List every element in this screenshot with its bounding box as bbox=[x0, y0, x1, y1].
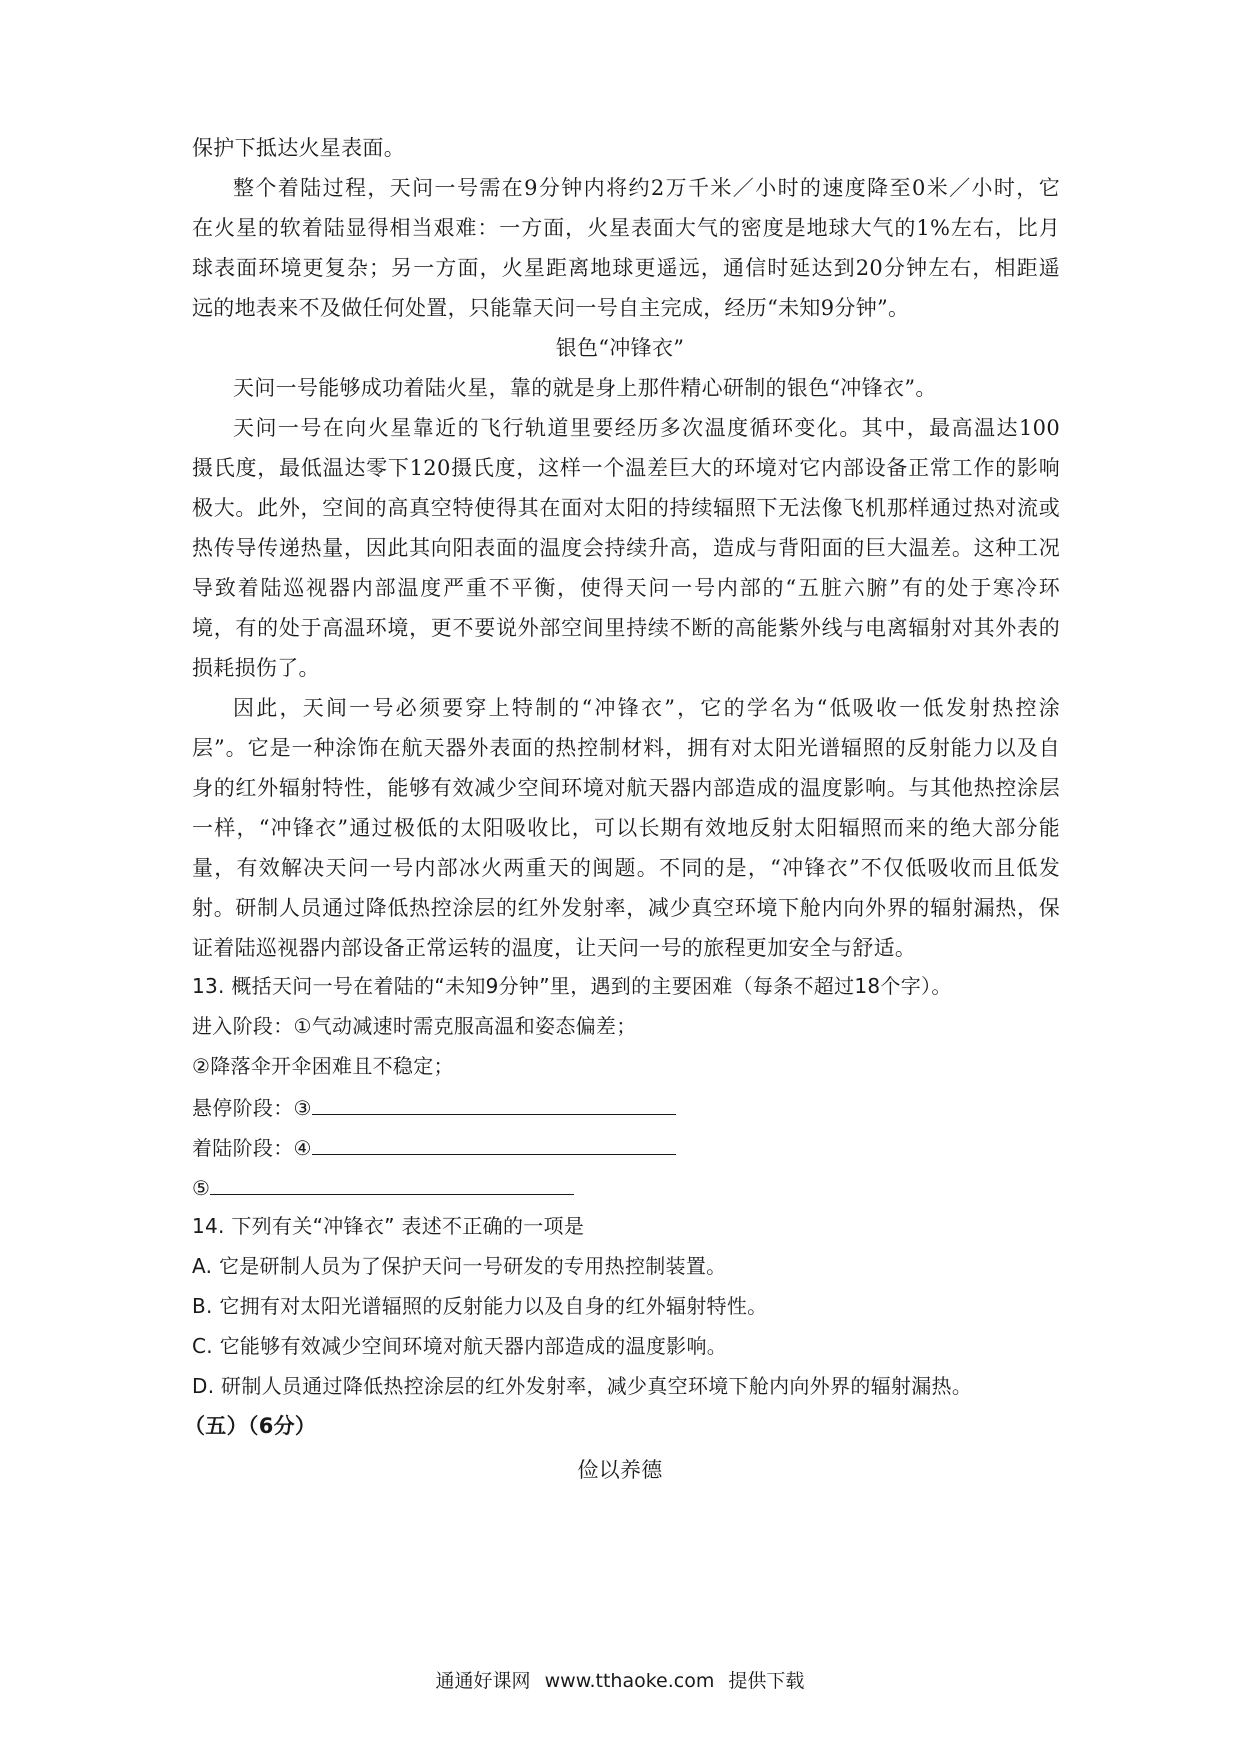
q14-option-d[interactable]: D. 研制人员通过降低热控涂层的红外发射率，减少真空环境下舱内向外界的辐射漏热。 bbox=[192, 1374, 973, 1398]
q14-option-b[interactable]: B. 它拥有对太阳光谱辐照的反射能力以及自身的红外辐射特性。 bbox=[192, 1294, 768, 1318]
paragraph-line: 射。研制人员通过降低热控涂层的红外发射率，减少真空环境下舱内向外界的辐射漏热，保 bbox=[192, 896, 1060, 920]
paragraph-line: 量，有效解决天问一号内部冰火两重天的闽题。不同的是，“冲锋衣”不仅低吸收而且低发 bbox=[192, 856, 1060, 880]
paragraph-line: 身的红外辐射特性，能够有效减少空间环境对航天器内部造成的温度影响。与其他热控涂层 bbox=[192, 776, 1060, 800]
paragraph-line: 热传导传递热量，因此其向阳表面的温度会持续升高，造成与背阳面的巨大温差。这种工况 bbox=[192, 536, 1060, 560]
section-heading: 银色“冲锋衣” bbox=[555, 336, 685, 360]
paragraph-line: 摄氏度，最低温达零下120摄氏度，这样一个温差巨大的环境对它内部设备正常工作的影响 bbox=[192, 456, 1060, 480]
paragraph-line: 一样，“冲锋衣”通过极低的太阳吸收比，可以长期有效地反射太阳辐照而来的绝大部分能 bbox=[192, 816, 1060, 840]
q13-hover-row bbox=[192, 1092, 1060, 1122]
q13-fifth-label: ⑤ bbox=[192, 1176, 211, 1200]
paragraph-line: 整个着陆过程，天问一号需在9分钟内将约2万千米／小时的速度降至0米／小时，它 bbox=[233, 176, 1060, 200]
question-13: 13. 概括天问一号在着陆的“未知9分钟”里，遇到的主要困难（每条不超过18个字）。 bbox=[192, 974, 952, 998]
q14-option-c[interactable]: C. 它能够有效减少空间环境对航天器内部造成的温度影响。 bbox=[192, 1334, 728, 1358]
paragraph-line: 因此，天间一号必须要穿上特制的“冲锋衣”，它的学名为“低吸收一低发射热控涂 bbox=[233, 696, 1060, 720]
answer-blank[interactable] bbox=[210, 1172, 574, 1195]
section-5-label: （五）（6分） bbox=[184, 1414, 317, 1438]
paragraph-line: 导致着陆巡视器内部温度严重不平衡，使得天问一号内部的“五脏六腑”有的处于寒冷环 bbox=[192, 576, 1060, 600]
paragraph-line: 天问一号在向火星靠近的飞行轨道里要经历多次温度循环变化。其中，最高温达100 bbox=[233, 416, 1060, 440]
paragraph-line: 极大。此外，空间的高真空特使得其在面对太阳的持续辐照下无法像飞机那样通过热对流或 bbox=[192, 496, 1060, 520]
page-footer bbox=[0, 1668, 1240, 1694]
footer-site: 通通好课网 bbox=[435, 1670, 531, 1692]
q14-option-a[interactable]: A. 它是研制人员为了保护天问一号研发的专用热控制装置。 bbox=[192, 1254, 727, 1278]
paragraph-line: 远的地表来不及做任何处置，只能靠天问一号自主完成，经历“未知9分钟”。 bbox=[192, 296, 910, 320]
footer-url[interactable]: www.tthaoke.com bbox=[544, 1670, 715, 1692]
question-14: 14. 下列有关“冲锋衣” 表述不正确的一项是 bbox=[192, 1214, 585, 1238]
answer-blank[interactable] bbox=[312, 1092, 676, 1115]
q13-entry-answer: 进入阶段：①气动减速时需克服高温和姿态偏差； bbox=[192, 1014, 637, 1038]
q13-landing-label: 着陆阶段：④ bbox=[192, 1136, 312, 1160]
q13-landing-row bbox=[192, 1132, 1060, 1162]
paragraph-line: 球表面环境更复杂；另一方面，火星距离地球更遥远，通信时延达到20分钟左右，相距遥 bbox=[192, 256, 1060, 280]
q13-hover-label: 悬停阶段：③ bbox=[192, 1096, 312, 1120]
answer-blank[interactable] bbox=[312, 1132, 676, 1155]
paragraph-line: 保护下抵达火星表面。 bbox=[192, 136, 405, 160]
paragraph-line: 境，有的处于高温环境，更不要说外部空间里持续不断的高能紫外线与电离辐射对其外表的 bbox=[192, 616, 1060, 640]
paragraph-line: 在火星的软着陆显得相当艰难：一方面，火星表面大气的密度是地球大气的1%左右，比月 bbox=[192, 216, 1060, 240]
section-5-title: 俭以养德 bbox=[577, 1458, 663, 1482]
footer-note: 提供下载 bbox=[728, 1670, 805, 1692]
paragraph-line: 天问一号能够成功着陆火星，靠的就是身上那件精心研制的银色“冲锋衣”。 bbox=[233, 376, 937, 400]
paragraph-line: 损耗损伤了。 bbox=[192, 656, 320, 680]
q13-entry-answer-2: ②降落伞开伞困难且不稳定； bbox=[192, 1054, 454, 1078]
paragraph-line: 证着陆巡视器内部设备正常运转的温度，让天问一号的旅程更加安全与舒适。 bbox=[192, 936, 917, 960]
paragraph-line: 层”。它是一种涂饰在航天器外表面的热控制材料，拥有对太阳光谱辐照的反射能力以及自 bbox=[192, 736, 1060, 760]
q13-fifth-row bbox=[192, 1172, 1060, 1202]
